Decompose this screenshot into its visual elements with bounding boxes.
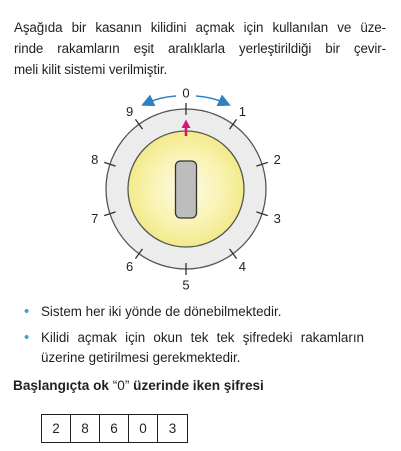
- dial-number-3: 3: [273, 211, 281, 227]
- rotate-clockwise-arrow-icon: [196, 96, 225, 103]
- dial-number-2: 2: [273, 151, 281, 167]
- bullet-text-line-1: Kilidi açmak için okun tek tek şifredeki rakamların: [41, 330, 364, 345]
- dial-handle[interactable]: [176, 161, 197, 218]
- question-text: [13, 378, 264, 393]
- rotate-counterclockwise-arrow-icon: [147, 96, 176, 103]
- list-item: [24, 302, 364, 322]
- question-bold: Başlangıçta ok: [13, 378, 113, 393]
- list-item: [24, 328, 364, 368]
- question-zero: “0”: [112, 378, 130, 393]
- code-digit: 8: [71, 415, 100, 442]
- code-digit: 3: [168, 421, 177, 436]
- dial-number-0: 0: [182, 85, 190, 101]
- dial-number-8: 8: [91, 151, 99, 167]
- code-box: [41, 414, 188, 443]
- rules-list: [24, 302, 364, 374]
- intro-line-3: meli kilit sistemi verilmiştir.: [14, 62, 168, 77]
- intro-line-2: rinde rakamların eşit aralıklarla yerleştirildiği bir çevir-: [14, 41, 386, 56]
- bullet-text-block: [41, 328, 364, 368]
- bullet-dot-icon: •: [24, 329, 30, 346]
- code-digit: 2: [42, 415, 71, 442]
- code-digit: 6: [100, 415, 129, 442]
- intro-line-1: Aşağıda bir kasanın kilidini açmak için kullanılan ve üze-: [14, 20, 386, 35]
- question-bold-2: üzerinde iken şifresi: [129, 378, 264, 393]
- bullet-text: Sistem her iki yönde de dönebilmektedir.: [41, 304, 282, 319]
- code-digit: 0: [129, 415, 158, 442]
- dial-number-4: 4: [238, 259, 247, 275]
- dial-number-9: 9: [125, 103, 134, 119]
- dial-number-7: 7: [91, 211, 99, 227]
- bullet-dot-icon: •: [24, 303, 30, 320]
- dial-number-1: 1: [238, 103, 247, 119]
- bullet-text-line-2: üzerine getirilmesi gerekmektedir.: [41, 350, 241, 365]
- dial-number-6: 6: [125, 259, 134, 275]
- dial-number-5: 5: [182, 277, 190, 293]
